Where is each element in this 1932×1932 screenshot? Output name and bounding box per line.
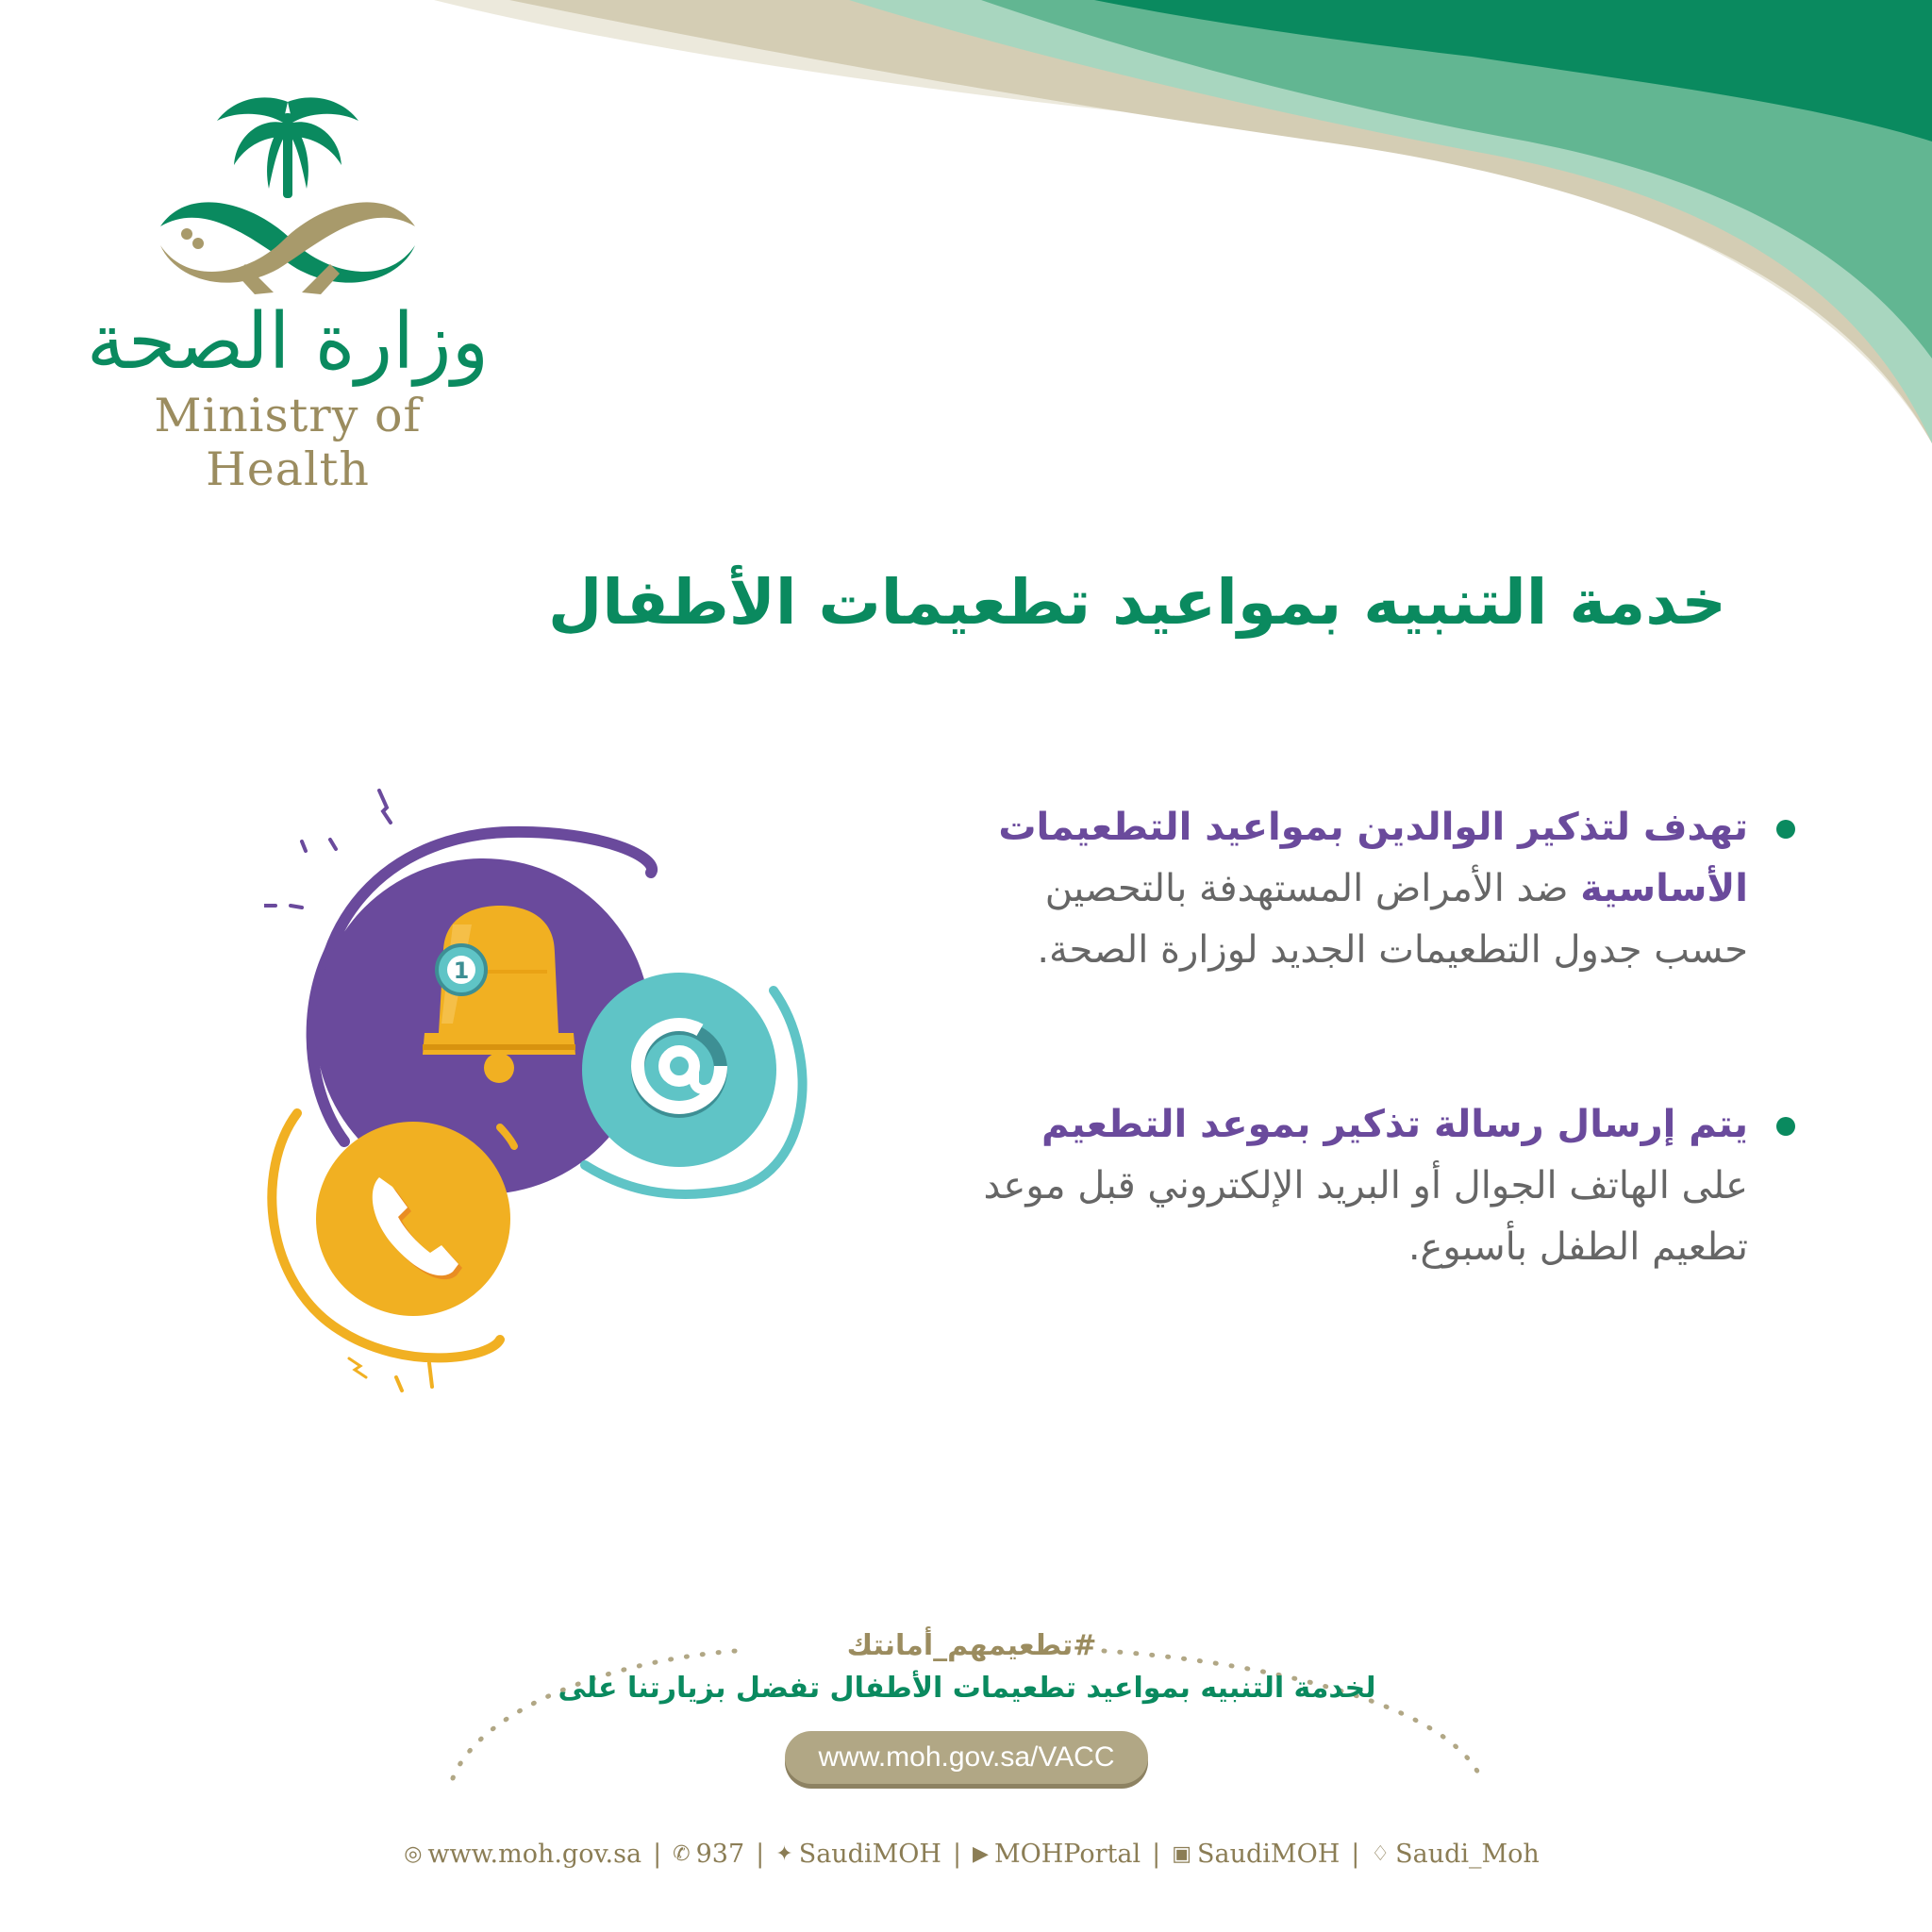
twitter-icon: ✦ [775,1841,793,1866]
bullet-dot [1776,1117,1795,1136]
yellow-circle [316,1122,510,1316]
page-title: خدمة التنبيه بمواعيد تطعيمات الأطفال [548,566,1726,639]
facebook-icon: ▣ [1172,1841,1192,1866]
contact-twitter[interactable] [775,1840,941,1869]
contact-label: Saudi_Moh [1395,1839,1540,1869]
bullet-item [965,797,1748,981]
separator: | [952,1839,962,1869]
hashtag-text: #تطعيمهم_أمانتك [846,1629,1097,1662]
contact-label: SaudiMOH [1197,1839,1341,1869]
badge-count: 1 [453,958,470,984]
logo-english-text: Ministry of Health [154,389,422,496]
palm-swords-emblem-icon [132,85,443,297]
notification-illustration [264,774,830,1396]
contact-phone[interactable] [673,1840,744,1869]
bullet-body-text: ضد الأمراض المستهدفة بالتحصين حسب جدول التطعيمات الجديد لوزارة الصحة. [1037,867,1748,972]
bullet-item [965,1094,1748,1278]
contact-label: MOHPortal [993,1839,1141,1869]
globe-icon: ◎ [404,1841,423,1866]
ministry-logo [80,85,495,496]
contact-snapchat[interactable] [1371,1840,1539,1869]
bullet-dot [1776,820,1795,839]
visit-instruction-text: لخدمة التنبيه بمواعيد تطعيمات الأطفال تفضل بزيارتنا على [558,1672,1376,1705]
youtube-icon: ▶ [973,1841,989,1866]
bullet-body-text: على الهاتف الجوال أو البريد الإلكتروني قبل موعد تطعيم الطفل بأسبوع. [983,1164,1748,1269]
bullet-strong-text: يتم إرسال رسالة تذكير بموعد التطعيم [1041,1103,1748,1146]
separator: | [1351,1839,1360,1869]
contact-website[interactable] [404,1840,641,1869]
contact-links-row [404,1835,1540,1873]
separator: | [1152,1839,1161,1869]
notification-badge [437,945,486,994]
contact-label: www.moh.gov.sa [427,1839,642,1869]
contact-facebook[interactable] [1172,1840,1340,1869]
contact-label: 937 [695,1839,745,1869]
separator: | [756,1839,765,1869]
vaccination-url-link[interactable]: www.moh.gov.sa/VACC [785,1731,1148,1784]
phone-icon: ✆ [673,1841,691,1866]
contact-youtube[interactable] [973,1840,1141,1869]
bullet-strong-text: تهدف لتذكير الوالدين بمواعيد التطعيمات الأساسية [998,806,1748,910]
teal-circle [582,973,776,1167]
contact-label: SaudiMOH [798,1839,941,1869]
logo-arabic-text: وزارة الصحة [86,297,490,387]
snapchat-icon: ♢ [1371,1841,1391,1866]
separator: | [653,1839,662,1869]
